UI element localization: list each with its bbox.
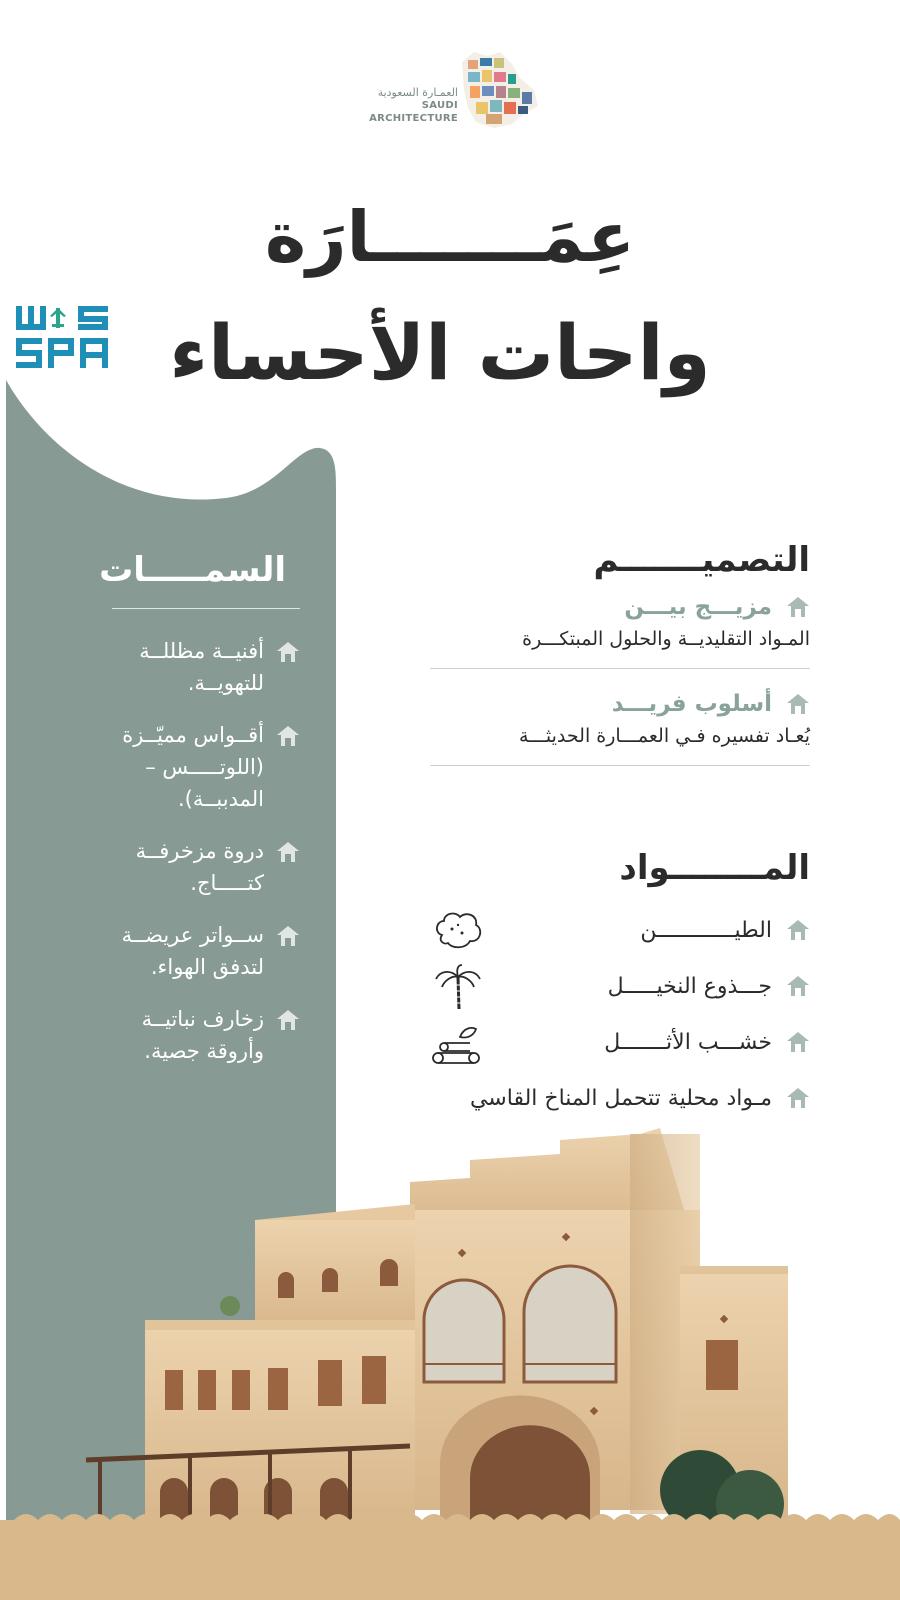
feature-text: دروة مزخرفــة كتـــــاج. [135,839,264,895]
materials-title: المــــــــواد [619,848,810,888]
saudi-map-mosaic-icon [454,50,540,130]
house-bullet-icon [786,975,810,997]
design-item-desc: المـواد التقليديــة والحلول المبتكـــرة [522,628,810,650]
design-title: التصميـــــــم [593,540,810,580]
feature-item [100,719,300,815]
building-illustration [0,1120,900,1600]
house-bullet-icon [786,596,810,618]
brand-english-2: ARCHITECTURE [369,113,458,124]
divider [112,608,300,609]
house-bullet-icon [276,725,300,747]
page-title-line-1: عِمَـــــــارَة [264,196,636,278]
material-item [430,1014,810,1070]
brand-english-1: SAUDI [421,100,458,111]
feature-text: ســواتر عريضــة لتدفق الهواء. [121,923,264,979]
wood-logs-icon [430,1019,486,1065]
house-bullet-icon [276,925,300,947]
house-bullet-icon [786,919,810,941]
feature-text: أفنيــة مظللــة للتهويــة. [139,639,264,695]
materials-section [430,848,810,1126]
clay-icon [430,907,486,953]
house-bullet-icon [786,1031,810,1053]
feature-text: زخارف نباتيــة وأروقة جصية. [141,1007,264,1063]
divider [430,668,810,669]
brand-arabic: العمـارة السعودية [377,86,458,99]
feature-text: أقــواس مميّــزة (اللوتـــــس – المدببــة). [122,723,264,811]
material-item [430,1070,810,1126]
palm-tree-icon [430,963,486,1009]
material-label: مـواد محلية تتحمل المناخ القاسي [469,1085,772,1111]
page-title-line-2: واحات الأحساء [169,308,711,397]
material-label: جـــذوع النخيـــــل [607,973,772,999]
house-bullet-icon [276,1009,300,1031]
house-bullet-icon [786,1087,810,1109]
feature-item [100,635,300,699]
features-section [100,550,300,1087]
design-item-label: أسلوب فريـــد [611,691,772,717]
material-label: الطيــــــــــــن [640,917,772,943]
material-item [430,958,810,1014]
feature-item [100,919,300,983]
design-section [430,540,810,788]
feature-item [100,1003,300,1067]
saudi-architecture-logo [360,50,540,132]
house-bullet-icon [276,641,300,663]
material-item [430,902,810,958]
design-item-desc: يُعـاد تفسيره فـي العمـــارة الحديثـــة [519,725,810,747]
divider [430,765,810,766]
material-label: خشـــب الأثـــــــل [604,1029,772,1055]
house-bullet-icon [786,693,810,715]
design-item-head [430,691,810,717]
house-bullet-icon [276,841,300,863]
design-item-head [430,594,810,620]
spa-logo [16,306,112,368]
brand-text [360,86,458,125]
feature-item [100,835,300,899]
design-item-label: مزيـــج بيـــن [624,594,772,620]
features-title: السمـــــات [99,550,286,590]
